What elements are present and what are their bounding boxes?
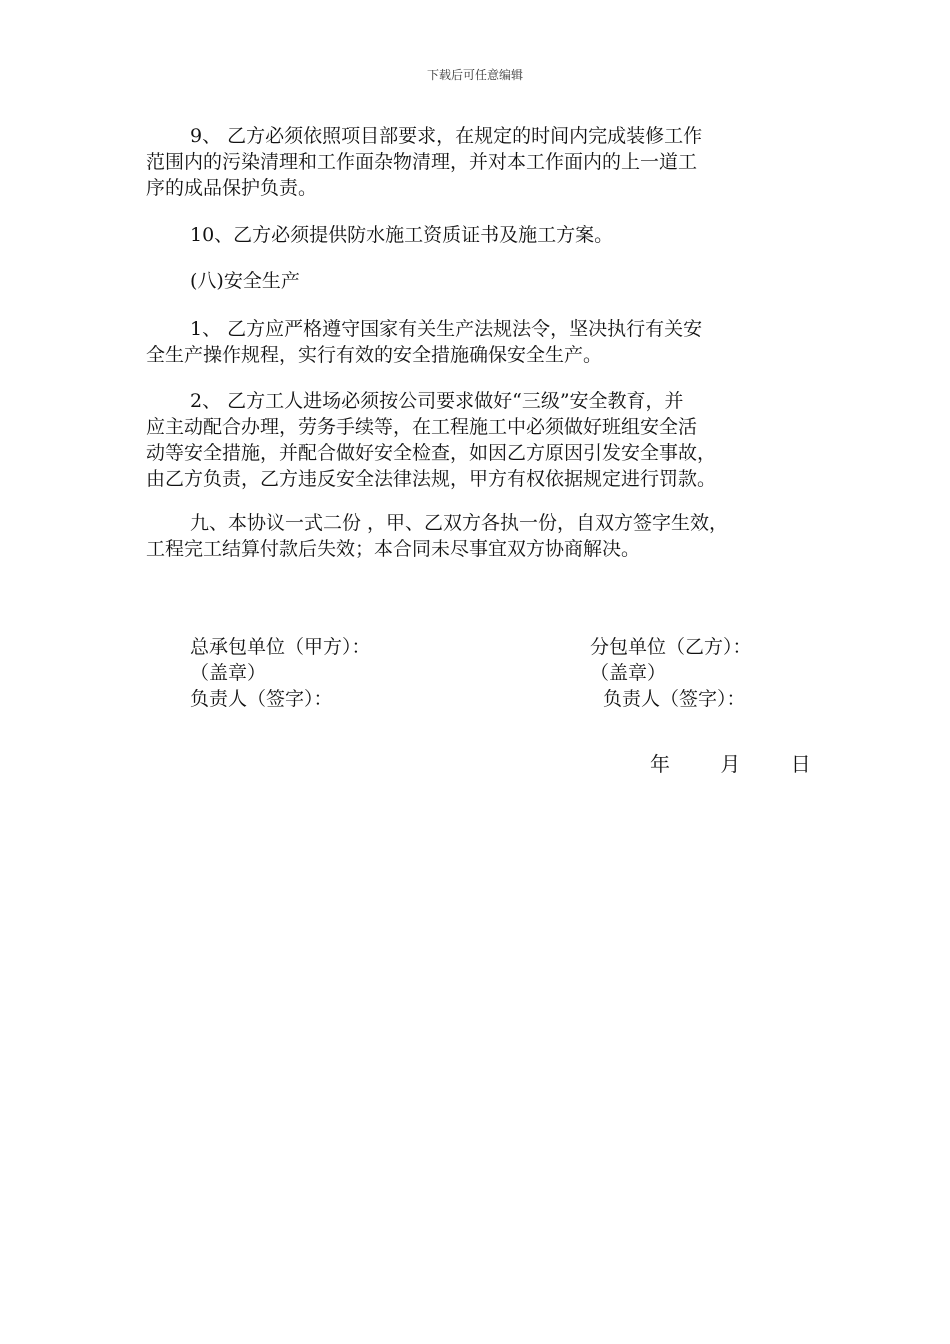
safety-item-1-line: 全生产操作规程，实行有效的安全措施确保安全生产。 bbox=[146, 344, 603, 366]
safety-item-2-line: 2、 乙方工人进场必须按公司要求做好“三级”安全教育，并 bbox=[190, 390, 684, 412]
party-a-seal-label: （盖章） bbox=[190, 662, 267, 684]
date-month-label: 月 bbox=[720, 752, 741, 776]
section-9-line: 九、本协议一式二份 ，甲、乙双方各执一份，自双方签字生效， bbox=[190, 512, 729, 534]
clause-9-line: 范围内的污染清理和工作面杂物清理，并对本工作面内的上一道工 bbox=[146, 151, 698, 173]
safety-item-2-line: 动等安全措施，并配合做好安全检查，如因乙方原因引发安全事故， bbox=[146, 442, 717, 464]
party-b-unit-label: 分包单位（乙方）： bbox=[590, 636, 752, 658]
clause-10-line: 10、乙方必须提供防水施工资质证书及施工方案。 bbox=[190, 224, 614, 246]
section-9-line: 工程完工结算付款后失效；本合同未尽事宜双方协商解决。 bbox=[146, 538, 641, 560]
party-b-signature-block bbox=[590, 634, 752, 712]
section-8-heading-text: (八)安全生产 bbox=[190, 270, 300, 292]
safety-item-2-line: 应主动配合办理，劳务手续等，在工程施工中必须做好班组安全活 bbox=[146, 416, 698, 438]
section-8-heading bbox=[146, 268, 810, 294]
party-a-person-label: 负责人（签字）： bbox=[190, 688, 333, 710]
date-day-label: 日 bbox=[790, 752, 811, 776]
safety-item-1 bbox=[146, 316, 810, 368]
party-a-unit-label: 总承包单位（甲方）： bbox=[190, 636, 371, 658]
date-year-label: 年 bbox=[650, 752, 670, 776]
section-9 bbox=[146, 510, 810, 562]
party-b-seal-label: （盖章） bbox=[590, 662, 667, 684]
page-header-note: 下载后可任意编辑 bbox=[426, 68, 523, 82]
clause-10 bbox=[146, 222, 810, 248]
party-a-signature-block bbox=[190, 634, 371, 712]
clause-9-line: 序的成品保护负责。 bbox=[146, 177, 318, 199]
clause-9-line: 9、 乙方必须依照项目部要求，在规定的时间内完成装修工作 bbox=[190, 125, 703, 147]
safety-item-2 bbox=[146, 388, 810, 492]
safety-item-1-line: 1、 乙方应严格遵守国家有关生产法规法令，坚决执行有关安 bbox=[190, 318, 703, 340]
clause-9 bbox=[146, 123, 810, 201]
party-b-person-label: 负责人（签字）： bbox=[603, 688, 746, 710]
safety-item-2-line: 由乙方负责，乙方违反安全法律法规，甲方有权依据规定进行罚款。 bbox=[146, 468, 717, 490]
date-line bbox=[650, 750, 811, 778]
